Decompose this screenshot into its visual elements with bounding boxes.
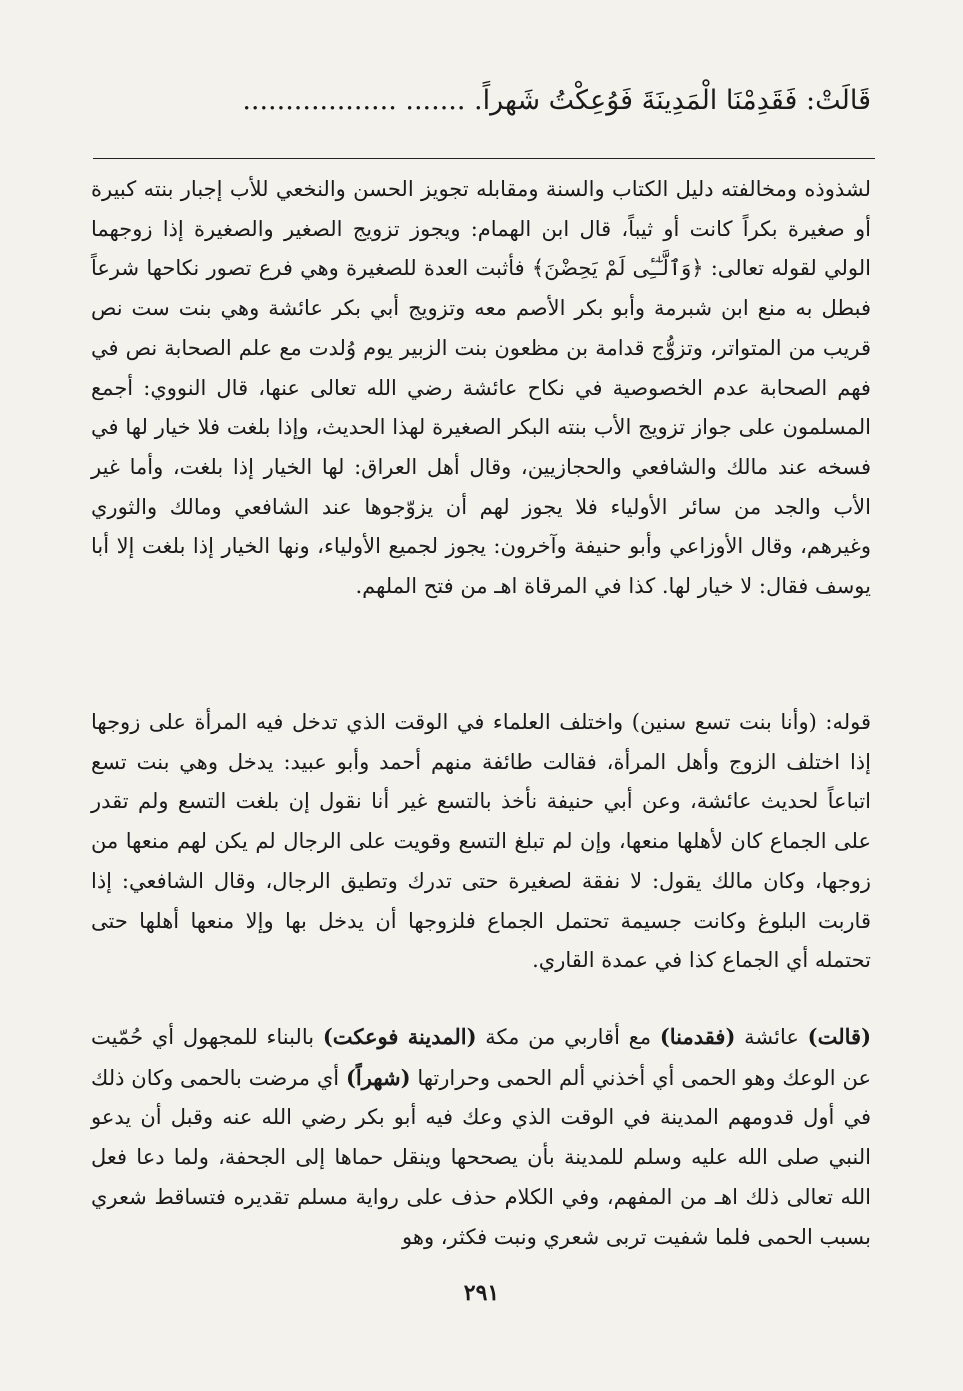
text-line: وهي بنت تسع اتباعاً لحديث عائشة، وعن أبي حنيفة نأخذ بالتسع غير أنا نقول إن بلغت bbox=[91, 749, 871, 814]
text-line: قوله: (وأنا بنت تسع سنين) واختلف العلماء في الوقت الذي تدخل فيه المرأة bbox=[194, 710, 871, 734]
text-line: لشذوذه ومخالفته دليل الكتاب والسنة ومقابله تجويز الحسن والنخعي للأب إجبار بنته bbox=[143, 177, 871, 201]
text-line: وإذا بلغت فلا خيار لها في فسخه عند مالك والشافعي والحجازيين، وقال أهل العراق: bbox=[91, 415, 871, 479]
text-segment: بالبناء للمجهول أي bbox=[151, 1025, 323, 1049]
bold-term: (شهراً) bbox=[345, 1064, 411, 1090]
text-line: نكاحها شرعاً فبطل به منع ابن شبرمة وأبو بكر الأصم معه وتزويج أبي بكر عائشة وهي bbox=[91, 256, 871, 321]
text-segment: عائشة bbox=[735, 1025, 808, 1049]
bold-term: (فقدمنا) bbox=[659, 1024, 736, 1049]
bold-term: (المدينة فوعكت) bbox=[322, 1024, 477, 1049]
text-line: على زوجها إذا اختلف الزوج وأهل المرأة، فقالت طائفة منهم أحمد وأبو عبيد: يدخل bbox=[91, 710, 871, 774]
text-line: لجميع الأولياء، ونها الخيار إذا بلغت إلا أبا يوسف فقال: لا خيار لها. كذا في المرقاة bbox=[91, 534, 871, 599]
text-line: اهـ من فتح الملهم. bbox=[355, 574, 518, 599]
text-line: زوجهما الولي لقوله تعالى: ﴿وَٱلَّـٰٓـِٔى لَمْ يَحِضْنَ﴾ فأثبت العدة للصغيرة وهي فرع تصور bbox=[91, 216, 872, 281]
text-line: الرجال، وقال الشافعي: إذا قاربت البلوغ وكانت جسيمة تحتمل الجماع فلزوجها أن bbox=[91, 868, 871, 933]
text-line: قال النووي: أجمع المسلمون على جواز تزويج الأب بنته البكر الصغيرة لهذا الحديث، bbox=[91, 375, 871, 440]
text-line: بنت ست نص قريب من المتواتر، وتزوُّج قدامة بن مظعون بنت الزبير يوم وُلدت مع علم bbox=[91, 296, 871, 360]
commentary-paragraph-3 bbox=[91, 1017, 871, 1257]
text-line: الصحابة نص في فهم الصحابة عدم الخصوصية في نكاح عائشة رضي الله تعالى عنها، bbox=[91, 335, 871, 400]
commentary-paragraph-2 bbox=[91, 703, 871, 981]
text-line: عند الشافعي ومالك والثوري وغيرهم، وقال الأوزاعي وأبو حنيفة وآخرون: يجوز bbox=[91, 494, 871, 559]
text-segment: مع أقاربي من مكة bbox=[476, 1025, 660, 1049]
text-line: كبيرة أو صغيرة بكراً كانت أو ثيباً، قال ابن الهمام: ويجوز تزويج الصغير والصغيرة إذا bbox=[91, 177, 871, 241]
text-line: عنه وقبل أن يدعو النبي صلى الله عليه وسلم للمدينة بأن يصححها وينقل حماها إلى bbox=[91, 1105, 871, 1170]
text-line: الجحفة، ولما دعا فعل الله تعالى ذلك اهـ من المفهم، وفي الكلام حذف على رواية bbox=[91, 1145, 872, 1209]
page-number: ٢٩١ bbox=[463, 1280, 500, 1306]
commentary-paragraph-1 bbox=[91, 170, 871, 607]
text-line: يدخل بها وإلا منعها أهلها حتى تحتمله أي الجماع كذا في عمدة القاري. bbox=[91, 908, 871, 973]
bold-term: (قالت) bbox=[807, 1024, 871, 1049]
text-line: لم يكن لهم منعها من زوجها، وكان مالك يقول: لا نفقة لصغيرة حتى تدرك وتطيق bbox=[91, 829, 871, 893]
text-line: لها الخيار إذا بلغت، وأما غير الأب والجد من سائر الأولياء فلا يجوز لهم أن يزوّجوها bbox=[91, 454, 871, 519]
running-header: قَالَتْ: فَقَدِمْنَا الْمَدِينَةَ فَوُعِكْتُ شَهراً. ....... .................. bbox=[242, 85, 871, 116]
text-segment: أي مرضت bbox=[248, 1065, 346, 1090]
text-line: التسع ولم تقدر على الجماع كان لأهلها منعها، وإن لم تبلغ التسع وقويت على الرجال bbox=[91, 789, 872, 854]
text-segment: حُمّيت عن الوعك وهو الحمى أي أخذني ألم الحمى وحرارتها bbox=[91, 1025, 871, 1090]
text-line: مسلم تقديره فتساقط شعري بسبب الحمى فلما شفيت تربى شعري ونبت فكثر، وهو bbox=[91, 1184, 871, 1249]
text-line: بالحمى وكان ذلك في أول قدومهم المدينة في الوقت الذي وعك فيه أبو بكر رضي الله bbox=[91, 1065, 872, 1130]
header-divider bbox=[93, 158, 875, 159]
